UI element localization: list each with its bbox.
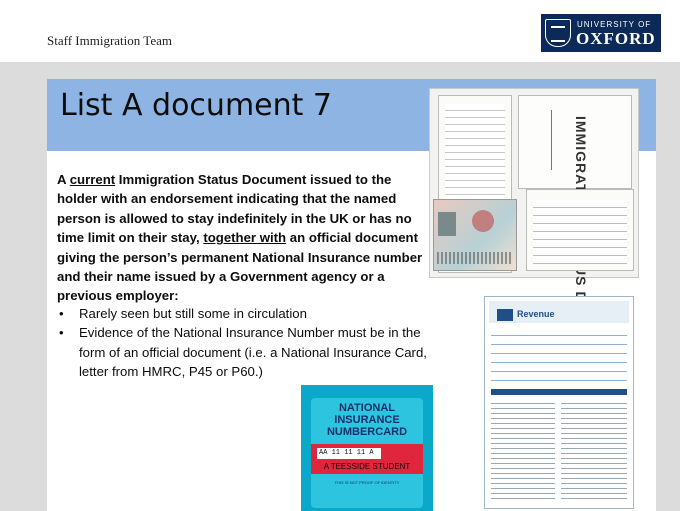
crest-icon bbox=[545, 19, 571, 47]
ni-card-footer: THIS IS NOT PROOF OF IDENTITY bbox=[334, 480, 400, 485]
document-cover bbox=[518, 95, 632, 189]
bullet-text: Evidence of the National Insurance Number must be in the form of an official document (i.e. a National Insurance Card, letter from HMRC, P45 or P60.) bbox=[79, 325, 427, 380]
visa-endorsement bbox=[433, 199, 517, 271]
body-part5: an official document giving the person’s permanent National Insurance number and their name issued by a Government agency or a previous employer: bbox=[57, 230, 423, 304]
slide-header bbox=[0, 0, 680, 62]
crown-icon bbox=[497, 309, 513, 321]
ni-card-title bbox=[311, 402, 423, 438]
form-header bbox=[489, 301, 629, 323]
bullet-icon: • bbox=[59, 325, 64, 341]
ni-card bbox=[311, 398, 423, 508]
team-label: Staff Immigration Team bbox=[47, 33, 172, 48]
logo-line1: UNIVERSITY OF bbox=[577, 20, 652, 29]
ni-title-line: INSURANCE bbox=[334, 414, 400, 426]
crest-icon bbox=[472, 210, 494, 232]
ni-title-line: NATIONAL bbox=[338, 402, 395, 414]
bullet-item bbox=[57, 304, 427, 323]
bullet-icon: • bbox=[59, 306, 64, 321]
ni-number: AA 11 11 11 A bbox=[317, 448, 381, 459]
logo-line2: OXFORD bbox=[576, 29, 656, 48]
ni-card-image bbox=[301, 385, 433, 511]
hmrc-form-image bbox=[484, 296, 634, 509]
body-together-with: together with bbox=[203, 230, 287, 246]
bullet-item bbox=[57, 323, 427, 381]
slide-title: List A document 7 bbox=[60, 88, 333, 123]
personal-details-page bbox=[526, 189, 634, 271]
body-part1: A bbox=[57, 172, 70, 187]
ni-title-line: NUMBERCARD bbox=[326, 426, 408, 438]
body-current: current bbox=[69, 172, 116, 187]
form-brand: Revenue bbox=[517, 309, 555, 319]
photo-icon bbox=[438, 212, 456, 236]
bullet-list bbox=[57, 304, 427, 382]
body-paragraph bbox=[57, 170, 427, 306]
body-part3: Immigration Status Document issued to the holder with an endorsement indicating that the named person is allowed to stay indefinitely in the UK or has no time limit on their stay, bbox=[57, 172, 412, 246]
university-logo bbox=[541, 14, 661, 52]
bullet-text: Rarely seen but still some in circulation bbox=[79, 306, 307, 321]
ni-holder-name: A TEESSIDE STUDENT bbox=[323, 462, 411, 471]
immigration-status-document-image bbox=[429, 88, 639, 278]
